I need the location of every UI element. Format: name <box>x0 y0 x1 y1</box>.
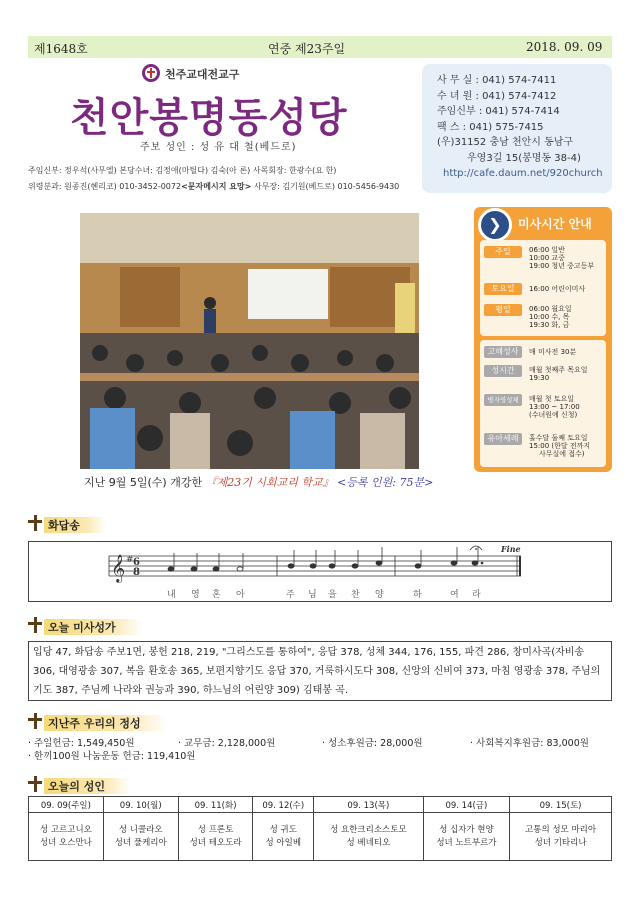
saint-name: 성 베네티오 <box>346 837 391 848</box>
photo-caption <box>84 474 433 490</box>
lyric-syllable: 혼 <box>212 590 221 600</box>
saturday-tag: 토요일 <box>484 283 522 295</box>
offering-heading <box>28 713 228 731</box>
infant-baptism-tag: 유아세례 <box>484 433 522 445</box>
parish-name: 천안봉명동성당 <box>70 95 348 141</box>
svg-text:#: # <box>126 555 134 565</box>
saturday-time-1: 16:00 어린이미사 <box>529 285 586 293</box>
offering-welfare: · 사회복지후원금: 83,000원 <box>470 738 589 749</box>
saint-name: 성 십자가 현양 <box>439 824 494 835</box>
staff-line-2 <box>28 181 399 192</box>
saint-name: 성녀 노트부르가 <box>436 837 497 848</box>
confession-time: 매 미사전 30분 <box>529 348 577 356</box>
hymns-title: 오늘 미사성가 <box>44 619 142 635</box>
lyric-syllable: 주 <box>286 590 295 600</box>
saints-date-row <box>29 797 612 813</box>
saint-name: 성녀 풀케리아 <box>114 837 167 848</box>
chevron-right-icon: ❯ <box>478 208 512 242</box>
confession-times <box>529 348 576 356</box>
weekday-time-2: 10:00 수, 목 <box>529 313 570 321</box>
sick-communion-3: (수녀원에 신청) <box>529 411 578 419</box>
saints-name-row <box>29 813 612 861</box>
saturday-times <box>529 285 585 293</box>
cross-icon-bar <box>28 520 42 523</box>
confession-tag: 고해성사 <box>484 346 522 358</box>
staff-sms-note: <문자메시지 요망> <box>181 182 252 191</box>
saint-date: 09. 14(금) <box>423 797 509 813</box>
cross-icon-bar <box>28 718 42 721</box>
saint-cell <box>510 813 612 861</box>
svg-text:6: 6 <box>133 557 140 568</box>
responsorial-heading <box>28 515 228 533</box>
saint-name: 성 고르고니오 <box>39 824 92 835</box>
contact-fax: 팩 스 : 041) 575-7415 <box>437 121 544 133</box>
caption-text: 지난 9월 5일(수) 개강한 <box>84 476 206 489</box>
offering-meal-sharing: · 한끼100원 나눔운동 헌금: 119,410원 <box>28 751 196 762</box>
weekday-tag: 평일 <box>484 304 522 316</box>
caption-emphasis: 『제23기 시회교리 학교』 <box>205 476 334 489</box>
lyric-syllable: 라 <box>472 590 481 600</box>
contact-office: 사 무 실 : 041) 574-7411 <box>437 75 557 86</box>
cross-icon-bar <box>28 622 42 625</box>
saint-date: 09. 13(목) <box>314 797 424 813</box>
cross-icon <box>34 713 37 729</box>
sunday-tag: 주일 <box>484 246 522 258</box>
offering-vocation: · 성소후원금: 28,000원 <box>322 738 423 749</box>
responsorial-title: 화답송 <box>44 517 106 533</box>
saint-name: 성 니콜라오 <box>118 824 163 835</box>
infant-baptism-3: 사무실에 접수) <box>539 450 585 458</box>
sunday-times <box>529 246 594 270</box>
offering-title: 지난주 우리의 정성 <box>44 715 167 731</box>
lyric-syllable: 하 <box>413 590 422 600</box>
hymns-text: 입당 47, 화답송 주보1면, 봉헌 218, 219, "그리스도를 통하여", 응답 378, 성체 344, 176, 155, 파견 286, 창미사곡(자비송 306, 대영광송 307, 복음 환호송 365, 보편지향기도 응답 370, 거룩하시도다 308, 신앙의 신비여 373, 마침 영광송 378, 주님의 기도 387, 주님께 나라와 권능과 390, 하느님의 어린양 309) 김태봉 곡. <box>28 641 612 701</box>
saint-name: 성녀 오스만나 <box>39 837 92 848</box>
saints-title: 오늘의 성인 <box>44 778 131 794</box>
contact-address-1: (우)31152 충남 천안시 동남구 <box>437 137 574 148</box>
infant-baptism-times <box>529 434 590 458</box>
saint-cell <box>103 813 178 861</box>
saint-cell <box>314 813 424 861</box>
staff-funeral: 위령분과: 원종진(헨리코) 010-3452-0072 <box>28 182 182 191</box>
lyric-syllable: 을 <box>328 590 337 600</box>
saint-name: 성 귀도 <box>269 824 297 835</box>
offering-parish-fund: · 교무금: 2,128,000원 <box>178 738 276 749</box>
contact-priest: 주임신부 : 041) 574-7414 <box>437 106 560 117</box>
diocese-logo-icon <box>141 63 161 83</box>
saint-name: 성녀 기타리나 <box>534 837 587 848</box>
sick-communion-tag: 병자영성체 <box>484 394 522 406</box>
issue-header-bar <box>28 36 612 58</box>
contact-box <box>422 64 612 193</box>
liturgical-week: 연중 제23주일 <box>268 42 346 56</box>
saints-heading <box>28 776 228 794</box>
diocese-name: 천주교대전교구 <box>165 68 240 81</box>
saint-name: 성 아일베 <box>265 837 302 848</box>
holy-hour-tag: 성시간 <box>484 365 522 377</box>
caption-enrollment: <등록 인원: 75분> <box>337 476 434 489</box>
saint-name: 성 프론토 <box>197 824 234 835</box>
sunday-time-1: 06:00 일반 <box>529 246 565 254</box>
saints-table <box>28 796 612 861</box>
issue-date: 2018. 09. 09 <box>526 40 603 54</box>
holy-hour-times <box>529 366 588 382</box>
fine-mark: Fine <box>501 544 521 554</box>
saint-date: 09. 10(월) <box>103 797 178 813</box>
saint-name: 성 요한크리소스토모 <box>330 824 407 835</box>
lyric-syllable: 아 <box>236 590 245 600</box>
lyric-syllable: 양 <box>375 590 384 600</box>
lyric-syllable: 내 <box>167 590 176 600</box>
lyric-syllable: 영 <box>191 590 200 600</box>
svg-text:8: 8 <box>133 567 140 578</box>
responsorial-music-box <box>28 541 612 602</box>
sick-communion-2: 13:00 ~ 17:00 <box>529 403 580 411</box>
lyric-syllable: 여 <box>450 590 459 600</box>
offering-sunday: · 주일헌금: 1,549,450원 <box>28 738 135 749</box>
saint-date: 09. 11(화) <box>178 797 253 813</box>
holy-hour-1: 매월 첫째주 목요일 <box>529 366 588 374</box>
classroom-illustration <box>80 213 419 469</box>
contact-address-2: 우영3길 15(봉명동 38-4) <box>467 152 581 164</box>
treble-clef-icon: 𝄞 <box>111 554 126 582</box>
lyric-syllable: 님 <box>308 590 317 600</box>
patron-saint: 주보 성인 : 성 유 대 철(베드로) <box>140 142 297 153</box>
saint-name: 성녀 테오도라 <box>189 837 242 848</box>
infant-baptism-2: 15:00 (한달 전까지 <box>529 442 591 450</box>
saint-cell <box>423 813 509 861</box>
saint-name: 고통의 성모 마리아 <box>525 824 597 835</box>
cafe-link[interactable]: http://cafe.daum.net/920church <box>443 168 603 179</box>
infant-baptism-1: 홀수달 둘째 토요일 <box>529 434 588 442</box>
contact-nuns: 수 녀 원 : 041) 574-7412 <box>437 90 557 102</box>
staff-line-1: 주임신부: 정우석(사무엘) 본당수녀: 김정애(마틸다) 김숙(아 론) 사목회장: 한광수(요 한) <box>28 166 337 175</box>
weekday-time-3: 19:30 화, 금 <box>529 321 570 329</box>
saint-cell <box>29 813 104 861</box>
issue-number: 제1648호 <box>34 42 88 56</box>
saint-cell <box>253 813 314 861</box>
sunday-time-3: 19:00 청년 중고등부 <box>529 262 595 270</box>
cross-icon <box>34 776 37 792</box>
sunday-time-2: 10:00 교중 <box>529 254 565 262</box>
saint-date: 09. 09(주일) <box>29 797 104 813</box>
sick-communion-times <box>529 395 580 419</box>
saint-date: 09. 15(토) <box>510 797 612 813</box>
weekday-time-1: 06:00 월요일 <box>529 305 572 313</box>
holy-hour-2: 19:30 <box>529 374 550 382</box>
sick-communion-1: 매월 첫 토요일 <box>529 395 575 403</box>
staff-office-manager: 사무장: 김기원(베드로) 010-5456-9430 <box>251 182 400 191</box>
hymns-heading <box>28 617 228 635</box>
lyric-syllable: 찬 <box>351 590 360 600</box>
saint-date: 09. 12(수) <box>253 797 314 813</box>
saint-cell <box>178 813 253 861</box>
mass-times-title: 미사시간 안내 <box>518 217 592 231</box>
music-staff <box>29 542 613 603</box>
cross-icon <box>34 617 37 633</box>
cross-icon-bar <box>28 781 42 784</box>
weekday-times <box>529 305 572 329</box>
cross-icon <box>34 515 37 531</box>
catechism-class-photo <box>80 213 419 469</box>
